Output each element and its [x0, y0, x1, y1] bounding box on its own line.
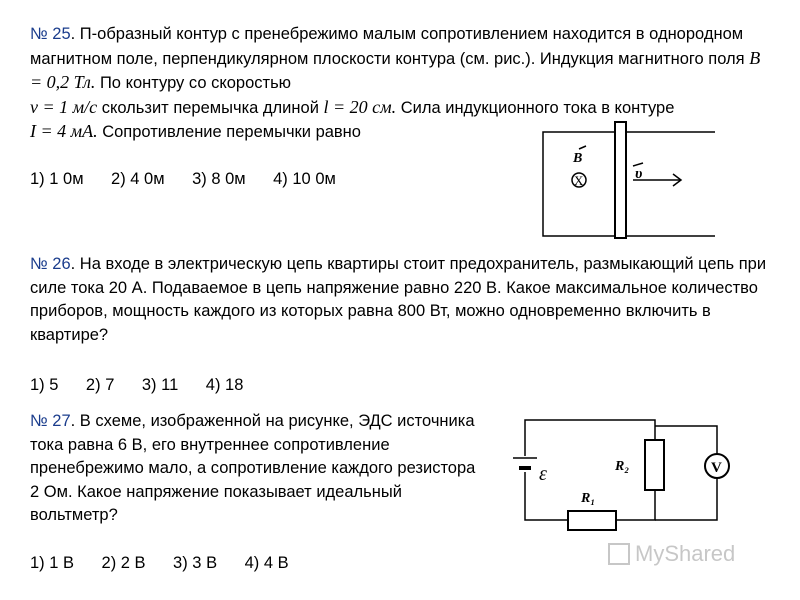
question-26-number: № 26 [30, 255, 71, 273]
resistor-R2 [645, 440, 664, 490]
emf-label: ε [539, 463, 547, 485]
field-label-B: B [573, 151, 583, 166]
question-25-answers: 1) 1 0м 2) 4 0м 3) 8 0м 4) 10 0м [30, 170, 336, 188]
question-26-text: № 26. На входе в электрическую цепь квартиры стоит предохранитель, размыкающий цепь при силе тока 20 А. Подаваемое в цепь напряжение равно 220 В. Какое максимальное количество приборов, мощность каждого из которых равна 800 Вт, можно одновременно включить в квартире? [30, 255, 767, 344]
question-25-number: № 25 [30, 25, 71, 43]
question-27-answers: 1) 1 В 2) 2 В 3) 3 В 4) 4 В [30, 554, 289, 572]
question-25-figure [535, 118, 775, 243]
question-27-number: № 27 [30, 412, 71, 430]
sliding-bar [615, 122, 626, 238]
question-25-text: № 25. П-образный контур с пренебрежимо малым сопротивлением находится в однородном магнитном поле, перпендикулярном плоскости контура (см. рис.). Индукция магнитного поля B = 0,2 Тл. По контуру со скоростью v = 1 м/с скользит перемычка длиной l = 20 см. Сила индукционного тока в контуре I = 4 мА. Сопротивление перемычки равно [30, 25, 761, 141]
myshared-watermark [608, 541, 735, 567]
velocity-label: υ [635, 166, 643, 182]
watermark-logo-icon [608, 543, 630, 565]
u-shaped-circuit [543, 132, 715, 236]
question-27-text: № 27. В схеме, изображенной на рисунке, ЭДС источника тока равна 6 В, его внутреннее сопротивление пренебрежимо мало, а сопротивление каждого резистора 2 Ом. Какое напряжение показывает идеальный вольтметр? [30, 412, 476, 524]
question-27-circuit [505, 408, 765, 538]
question-26-answers: 1) 5 2) 7 3) 11 4) 18 [30, 376, 244, 394]
resistor-R1 [568, 511, 616, 530]
r2-label: R₂ [615, 459, 630, 474]
voltmeter-label: V [711, 460, 722, 476]
r1-label: R₁ [581, 491, 596, 506]
watermark-text: MyShared [635, 541, 736, 566]
cross-mark: X [574, 173, 584, 188]
